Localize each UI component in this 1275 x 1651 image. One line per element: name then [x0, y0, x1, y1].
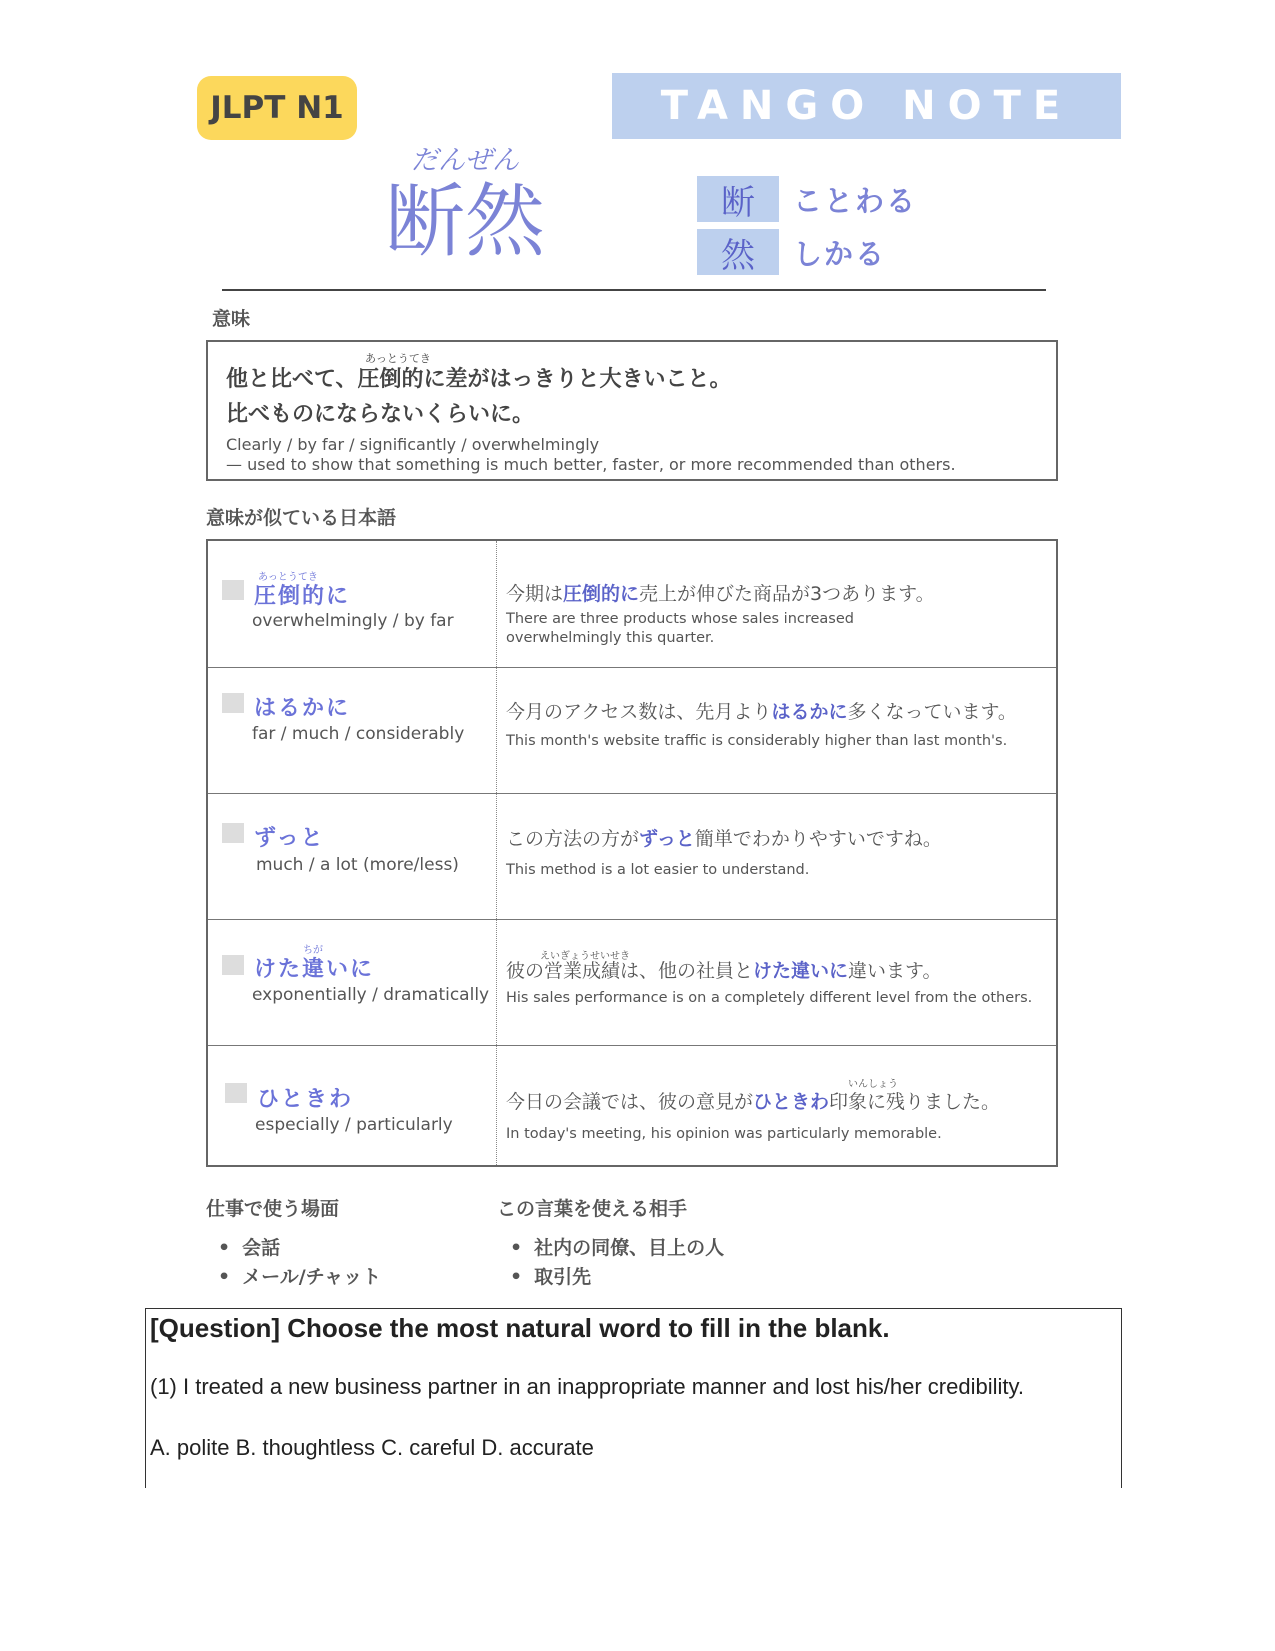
- example-jp: [506, 697, 1017, 724]
- kanji-box: 然: [697, 229, 779, 275]
- synonyms-table: [206, 539, 1058, 1167]
- synonym-word: ずっと: [254, 826, 325, 851]
- synonyms-label: 意味が似ている日本語: [206, 507, 397, 529]
- example-highlight: ひときわ: [753, 1091, 830, 1113]
- synonym-word: けた違いに: [254, 957, 375, 982]
- example-text: 多くなっています。: [847, 701, 1017, 723]
- partner-item: • 取引先: [510, 1262, 724, 1291]
- example-text: この方法の方が: [506, 828, 640, 850]
- example-en: There are three products whose sales increased overwhelmingly this quarter.: [506, 611, 854, 646]
- example-highlight: けた違いに: [753, 960, 849, 982]
- synonym-en: overwhelmingly / by far: [252, 611, 454, 631]
- question-options: A. polite B. thoughtless C. careful D. accurate: [150, 1435, 594, 1460]
- header-divider: [222, 289, 1046, 291]
- meaning-en-line1: Clearly / by far / significantly / overwhelmingly: [226, 435, 600, 454]
- example-en: In today's meeting, his opinion was particularly memorable.: [506, 1126, 942, 1142]
- scenes-list: [218, 1233, 381, 1291]
- example-jp: [506, 956, 942, 983]
- scenes-label: 仕事で使う場面: [206, 1198, 340, 1220]
- synonym-en: much / a lot (more/less): [256, 855, 459, 875]
- checkbox[interactable]: [222, 693, 244, 713]
- synonym-row: [208, 919, 1056, 1046]
- meaning-jp-line1: 他と比べて、圧倒的に差がはっきりと大きいこと。: [226, 367, 732, 392]
- synonym-ruby: ちが: [303, 945, 323, 956]
- question-text: (1) I treated a new business partner in an inappropriate manner and lost his/her credibility.: [150, 1374, 1024, 1399]
- example-jp: [506, 579, 935, 606]
- example-text: 印象に残りました。: [829, 1091, 1001, 1113]
- synonym-en: especially / particularly: [255, 1115, 453, 1135]
- example-text: 今期は: [506, 583, 564, 605]
- synonym-row: [208, 1045, 1056, 1171]
- example-highlight: ずっと: [639, 828, 695, 850]
- example-en: This method is a lot easier to understand.: [506, 862, 810, 878]
- synonym-word: はるかに: [254, 696, 351, 721]
- question-title: [Question] Choose the most natural word to fill in the blank.: [150, 1313, 890, 1343]
- checkbox[interactable]: [222, 580, 244, 600]
- example-ruby: いんしょう: [848, 1079, 898, 1090]
- meaning-en-line2: — used to show that something is much better, faster, or more recommended than others.: [226, 455, 956, 474]
- meaning-ruby: あっとうてき: [365, 352, 431, 365]
- kanji-box: 断: [697, 176, 779, 222]
- kanji-reading: しかる: [793, 236, 887, 271]
- example-en: His sales performance is on a completely different level from the others.: [506, 990, 1033, 1006]
- example-text: 今日の会議では、彼の意見が: [506, 1091, 754, 1113]
- example-en: This month's website traffic is considerably higher than last month's.: [506, 733, 1008, 749]
- example-text: 簡単でわかりやすいですね。: [694, 828, 942, 850]
- example-highlight: 圧倒的に: [563, 583, 640, 605]
- meaning-label: 意味: [212, 308, 251, 330]
- synonym-row: [208, 667, 1056, 794]
- example-jp: [506, 824, 942, 851]
- scene-item: • 会話: [218, 1233, 381, 1262]
- checkbox[interactable]: [222, 823, 244, 843]
- synonym-ruby: あっとうてき: [258, 572, 318, 583]
- synonym-word: 圧倒的に: [254, 584, 351, 609]
- example-text: 今月のアクセス数は、先月より: [506, 701, 772, 723]
- example-ruby: えいぎょうせいせき: [540, 951, 630, 962]
- kanji-component-1: [697, 176, 917, 222]
- kanji-reading: ことわる: [793, 183, 918, 218]
- example-text: 売上が伸びた商品が3つあります。: [639, 583, 935, 605]
- example-text: 違います。: [848, 960, 942, 982]
- synonym-row: [208, 793, 1056, 920]
- scene-item: • メール/チャット: [218, 1262, 381, 1291]
- example-highlight: はるかに: [771, 701, 848, 723]
- synonym-word: ひときわ: [257, 1087, 354, 1112]
- kanji-component-2: [697, 229, 886, 275]
- synonym-en: far / much / considerably: [252, 724, 465, 744]
- example-jp: [506, 1087, 1000, 1114]
- checkbox[interactable]: [222, 955, 244, 975]
- level-badge: JLPT N1: [197, 76, 357, 140]
- partners-list: [510, 1233, 724, 1291]
- partners-label: この言葉を使える相手: [497, 1198, 688, 1220]
- synonym-en: exponentially / dramatically: [252, 985, 490, 1005]
- brand-banner: TANGO NOTE: [612, 73, 1121, 139]
- example-text: 彼の営業成績は、他の社員と: [506, 960, 754, 982]
- synonym-row: [208, 541, 1056, 668]
- main-word: 断然: [385, 175, 545, 268]
- checkbox[interactable]: [225, 1083, 247, 1103]
- word-reading: だんぜん: [411, 145, 519, 176]
- question-box: [145, 1308, 1122, 1488]
- meaning-jp-line2: 比べものにならないくらいに。: [226, 402, 535, 427]
- meaning-box: [206, 340, 1058, 481]
- partner-item: • 社内の同僚、目上の人: [510, 1233, 724, 1262]
